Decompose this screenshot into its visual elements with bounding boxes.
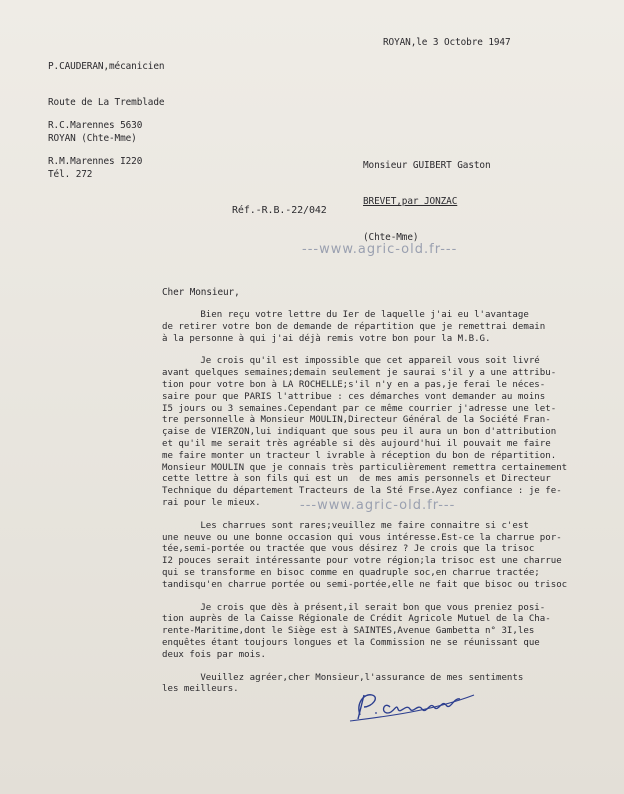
rc-line: R.C.Marennes 5630 [48, 120, 143, 131]
letter-date: ROYAN,le 3 Octobre 1947 [383, 37, 511, 48]
paragraph: Je crois que dès à présent,il serait bon que vous preniez posi- tion auprès de la Caisse Régionale de Crédit Agricole Mutuel de la Cha- rente-Maritime,dont le Siège est à SAINTES,Avenue Gambetta n° 3I,les enquêtes étant toujours longues et la Commission ne se réunissant que deux fois par mois. [162, 602, 551, 660]
handwritten-signature [342, 685, 482, 725]
reference-number: Réf.-R.B.-22/042 [232, 205, 327, 216]
rc-line: R.M.Marennes I220 [48, 156, 143, 167]
recipient-town: BREVET,par JONZAC [363, 196, 458, 207]
recipient-name: Monsieur GUIBERT Gaston [363, 160, 491, 171]
paragraph: Les charrues sont rares;veuillez me faire connaitre si c'est une neuve ou une bonne occasion qui vous intéresse.Est-ce la charrue por- tée,semi-portée ou tractée que vous désirez ? Je crois que la trisoc I2 pouces serait intéressante pour votre région;la trisoc est une charrue qui se transforme en bisoc comme en quadruple soc,en charrue tractée; tandisqu'en charrue portée ou semi-portée,elle ne fait que bisoc ou trisoc [162, 520, 568, 590]
recipient-region: (Chte-Mme) [363, 232, 419, 243]
sender-line: Route de La Tremblade [48, 97, 165, 108]
watermark: ---www.agric-old.fr--- [300, 498, 456, 513]
registration-numbers [48, 96, 142, 192]
paragraph: Bien reçu votre lettre du Ier de laquelle j'ai eu l'avantage de retirer votre bon de demande de répartition que je remettrai demain à la personne à qui j'ai déjà remis votre bon pour la M.B.G. [162, 310, 546, 344]
sender-line: P.CAUDERAN,mécanicien [48, 61, 165, 72]
paragraph: Je crois qu'il est impossible que cet appareil vous soit livré avant quelques semaines;demain seulement je saurai s'il y a une attribu- tion pour votre bon à LA ROCHELLE;s'il n'y en a pas,je ferai le néces- saire pour que PARIS l'attribue : ces démarches vont demander au moins I5 jours ou 3 semaines.Cependant par ce même courrier j'adresse une let- tre personnelle à Monsieur MOULIN,Directeur Général de la Société Fran- çaise de VIERZON,lui indiquant que sous peu il aura un bon d'attribution et qu'il me serait très agréable si dès aujourd'hui il pouvait me faire me faire monter un tracteur l ivrable à réception du bon de répartition. Monsieur MOULIN que je connais très particulièrement remettra certainement cette lettre à son fils qui est un de mes amis personnels et Directeur Technique du département Tracteurs de la Sté Frse.Ayez confiance : je fe- rai pour le mieux. [162, 356, 568, 508]
sender-line: Tél. 272 [48, 169, 93, 180]
paragraph: Veuillez agréer,cher Monsieur,l'assurance de mes sentiments les meilleurs. [162, 672, 524, 695]
greeting: Cher Monsieur, [162, 287, 240, 298]
letter-body [162, 310, 622, 707]
sender-line: ROYAN (Chte-Mme) [48, 133, 137, 144]
watermark: ---www.agric-old.fr--- [302, 242, 458, 257]
